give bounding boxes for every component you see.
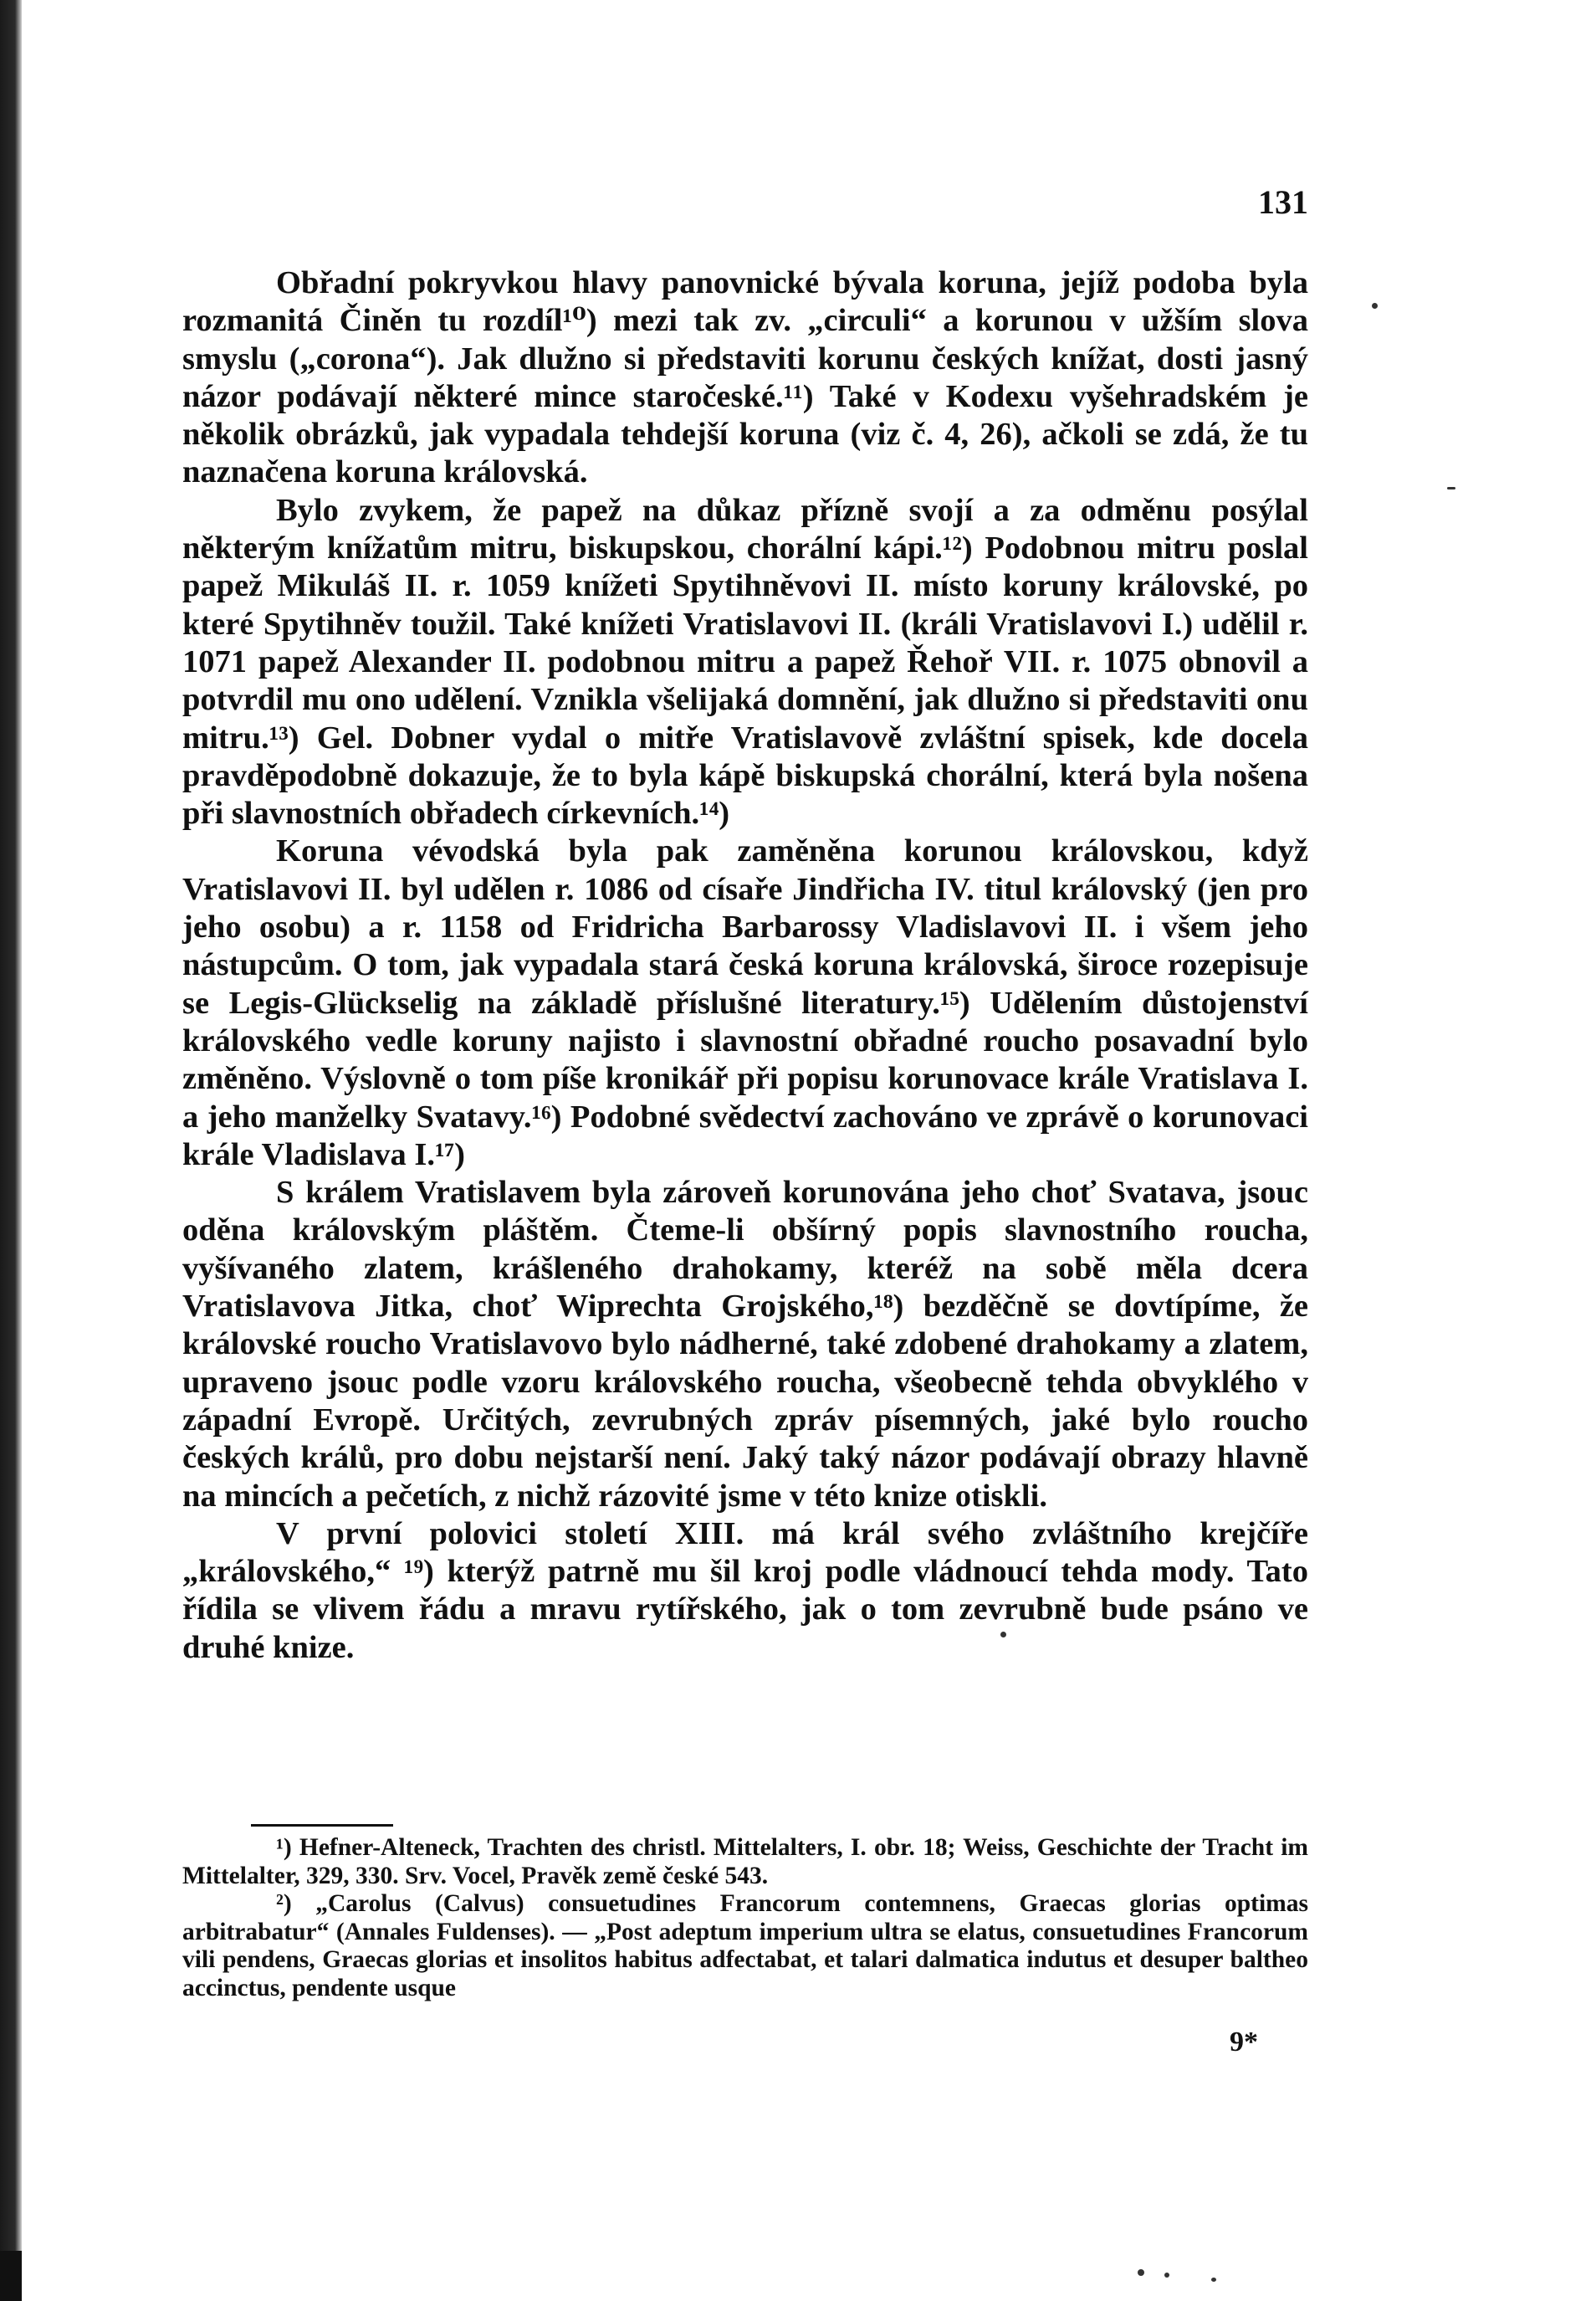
scan-speck — [1372, 303, 1378, 309]
main-text — [182, 264, 1308, 1667]
scan-speck — [1138, 2269, 1144, 2276]
scan-speck — [1211, 2278, 1216, 2282]
scan-binding-edge — [0, 0, 22, 2301]
scan-speck — [1164, 2273, 1169, 2278]
paragraph-royal-crown: Koruna vévodská byla pak zaměněna korunou královskou, když Vratislavovi II. byl udělen r. 1086 od císaře Jindřicha IV. titul královský (jen pro jeho osobu) a r. 1158 od Fridricha Barbarossy Vladislavovi II. i všem jeho nástupcům. O tom, jak vypadala stará česká koruna královská, široce rozepisuje se Legis-Glückselig na základě příslušné literatury.¹⁵) Udělením důstojenství královského vedle koruny najisto i slavnostní obřadné roucho posavadní bylo změněno. Výslovně o tom píše kronikář při popisu korunovace krále Vratislava I. a jeho manželky Svatavy.¹⁶) Podobné svědectví zachováno ve zprávě o korunovaci krále Vladislava I.¹⁷) — [182, 833, 1308, 1172]
printer-signature: 9* — [1230, 2027, 1258, 2058]
footnote-1: ¹) Hefner-Alteneck, Trachten des christl. Mittelalters, I. obr. 18; Weiss, Geschichte der Tracht im Mittelalter, 329, 330. Srv. Vocel, Pravěk země české 543. — [182, 1834, 1308, 1889]
footnotes — [182, 1834, 1308, 2002]
scan-corner-shadow — [0, 2251, 22, 2301]
paragraph-mitre: Bylo zvykem, že papež na důkaz přízně svojí a za odměnu posýlal některým knížatům mitru, biskupskou, chorální kápi.¹²) Podobnou mitru poslal papež Mikuláš II. r. 1059 knížeti Spytihněvovi II. místo koruny královské, po které Spytihněv toužil. Také knížeti Vratislavovi II. (králi Vratislavovi I.) udělil r. 1071 papež Alexander II. podobnou mitru a papež Řehoř VII. r. 1075 obnovil a potvrdil mu ono udělení. Vznikla všelijaká domnění, jak dlužno si představiti onu mitru.¹³) Gel. Dobner vydal o mitře Vratislavově zvláštní spisek, kde docela pravděpodobně dokazuje, že to byla kápě biskupská chorální, která byla nošena při slavnostních obřadech církevních.¹⁴) — [182, 492, 1308, 832]
paragraph-crown: Obřadní pokryvkou hlavy panovnické bývala koruna, jejíž podoba byla rozmanitá Činěn tu rozdíl¹⁰) mezi tak zv. „circuli“ a korunou v užším slova smyslu („corona“). Jak dlužno si představiti korunu českých knížat, dosti jasný názor podávají některé mince staročeské.¹¹) Také v Kodexu vyšehradském je několik obrázků, jak vypadala tehdejší koruna (viz č. 4, 26), ačkoli se zdá, že tu naznačena koruna královská. — [182, 265, 1308, 490]
paragraph-tailor: V první polovici století XIII. má král svého zvláštního krejčíře „královského,“ ¹⁹) kterýž patrně mu šil kroj podle vládnoucí tehda mody. Tato řídila se vlivem řádu a mravu rytířského, jak o tom zevrubně bude psáno ve druhé knize. — [182, 1515, 1308, 1665]
scan-speck — [1447, 487, 1455, 489]
footnote-2: ²) „Carolus (Calvus) consuetudines Francorum contemnens, Graecas glorias optimas arbitrabatur“ (Annales Fuldenses). — „Post adeptum imperium ultra se elatus, consuetudines Francorum vili pendens, Graecas glorias et insolitos habitus adfectabat, et talari dalmatica indutus et desuper baltheo accinctus, pendente usque — [182, 1890, 1308, 2001]
scan-speck — [1000, 1632, 1006, 1637]
page-number: 131 — [1258, 183, 1308, 221]
paragraph-svatava: S králem Vratislavem byla zároveň korunována jeho choť Svatava, jsouc oděna královským pláštěm. Čteme-li obšírný popis slavnostního roucha, vyšívaného zlatem, krášleného drahokamy, kteréž na sobě měla dcera Vratislavova Jitka, choť Wiprechta Grojského,¹⁸) bezděčně se dovtípíme, že královské roucho Vratislavovo bylo nádherné, také zdobené drahokamy a zlatem, upraveno jsouc podle vzoru královského roucha, všeobecně tehda obvyklého v západní Evropě. Určitých, zevrubných zpráv písemných, jaké bylo roucho českých králů, pro dobu nejstarší není. Jaký taký názor podávají obrazy hlavně na mincích a pečetích, z nichž rázovité jsme v této knize otiskli. — [182, 1175, 1308, 1514]
footnote-separator — [251, 1824, 393, 1827]
